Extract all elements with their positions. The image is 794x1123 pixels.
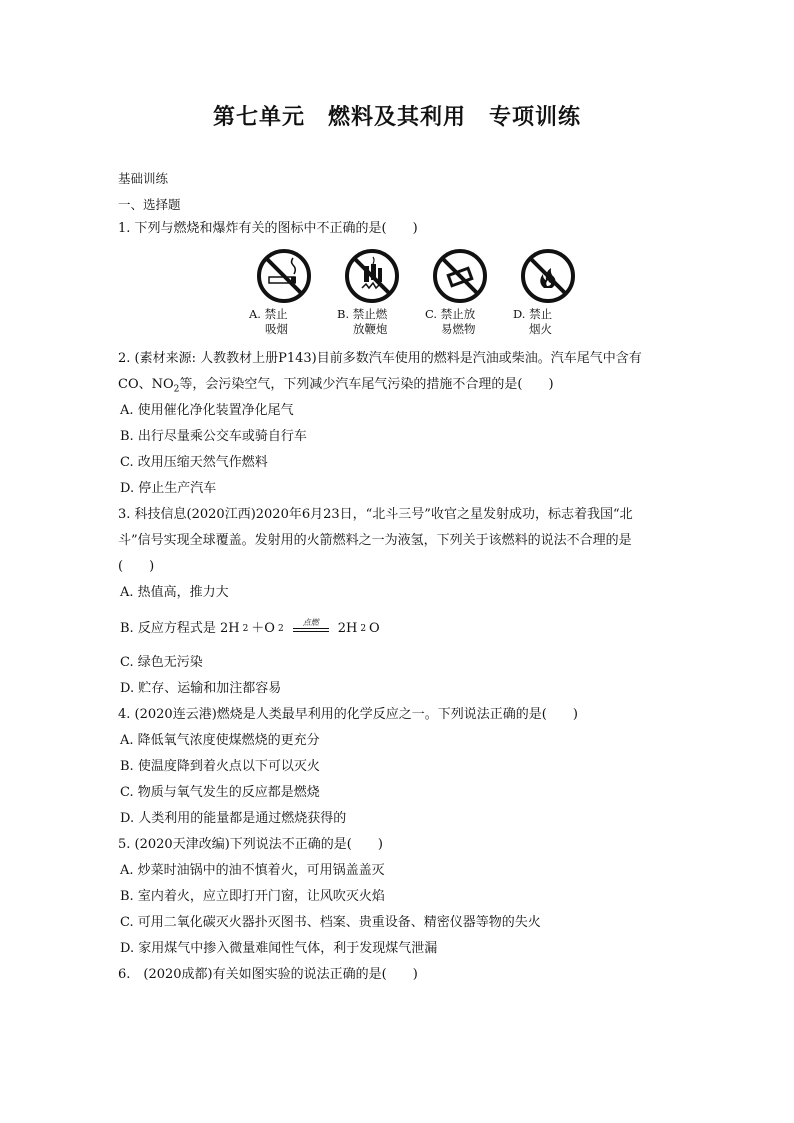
no-smoking-icon	[256, 248, 312, 304]
question-4-option-b: B. 使温度降到着火点以下可以灭火	[120, 759, 320, 774]
question-2-line-2	[118, 374, 678, 400]
eq-sub-1: 2	[242, 624, 249, 634]
eq-sub-2: 2	[277, 624, 284, 634]
question-2-option-a: A. 使用催化净化装置净化尾气	[120, 403, 294, 418]
question-5-stem: 5. (2020天津改编)下列说法不正确的是( )	[118, 837, 383, 852]
question-5-option-c: C. 可用二氧化碳灭火器扑灭图书、档案、贵重设备、精密仪器等物的失火	[120, 915, 541, 930]
question-3-option-b	[118, 618, 678, 652]
question-2-option-c: C. 改用压缩天然气作燃料	[120, 455, 268, 470]
icon-a-caption-2: 吸烟	[265, 322, 288, 336]
icon-d-caption-1: D. 禁止	[513, 307, 553, 321]
eq-left-1: B. 反应方程式是 2H	[120, 621, 240, 636]
icon-b-caption-1: B. 禁止燃	[337, 307, 388, 321]
icon-c-caption-1: C. 禁止放	[425, 307, 476, 321]
question-2-option-b: B. 出行尽量乘公交车或骑自行车	[120, 429, 307, 444]
question-3-option-a: A. 热值高，推力大	[120, 585, 229, 600]
question-4-option-d: D. 人类利用的能量都是通过燃烧获得的	[120, 811, 347, 826]
question-3-line-1: 3. 科技信息(2020江西)2020年6月23日，“北斗三号”收官之星发射成功，标志着我国“北	[118, 507, 633, 522]
question-3-option-c: C. 绿色无污染	[120, 655, 203, 670]
reaction-arrow	[293, 618, 329, 636]
no-fire-icon	[520, 248, 576, 304]
question-1-stem: 1. 下列与燃烧和爆炸有关的图标中不正确的是( )	[118, 221, 418, 236]
q2-formula-part: CO、NO	[118, 377, 174, 392]
icon-a-caption-1: A. 禁止	[249, 307, 288, 321]
document-body	[118, 168, 678, 990]
question-2-option-d: D. 停止生产汽车	[120, 481, 217, 496]
eq-right-2: O	[369, 621, 380, 636]
question-2-line-1: 2. (素材来源: 人教教材上册P143)目前多数汽车使用的燃料是汽油或柴油。汽车尾气中含有	[118, 351, 642, 366]
question-4-option-c: C. 物质与氧气发生的反应都是燃烧	[120, 785, 320, 800]
no-firecrackers-icon	[344, 248, 400, 304]
q2-subscript: 2	[173, 384, 180, 395]
icon-option-a	[249, 248, 314, 348]
page-title: 第七单元 燃料及其利用 专项训练	[212, 104, 581, 130]
question-4-stem: 4. (2020连云港)燃烧是人类最早利用的化学反应之一。下列说法正确的是( )	[118, 707, 578, 722]
q2-stem-rest: 等，会污染空气，下列减少汽车尾气污染的措施不合理的是( )	[179, 377, 554, 392]
eq-right-1: 2H	[337, 621, 358, 636]
icon-option-d	[513, 248, 578, 348]
question-3-line-3: ( )	[118, 559, 155, 574]
icon-b-caption-2: 放鞭炮	[353, 322, 388, 336]
reaction-condition: 点燃	[302, 618, 319, 627]
question-5-option-a: A. 炒菜时油锅中的油不慎着火，可用锅盖盖灭	[120, 863, 385, 878]
question-6-stem: 6. (2020成都)有关如图实验的说法正确的是( )	[118, 967, 418, 982]
question-5-option-b: B. 室内着火，应立即打开门窗，让风吹灭火焰	[120, 889, 385, 904]
section-heading: 基础训练	[118, 171, 169, 186]
eq-sub-3: 2	[360, 624, 367, 634]
question-4-option-a: A. 降低氧气浓度使煤燃烧的更充分	[120, 733, 320, 748]
icon-option-c	[425, 248, 490, 348]
chemical-equation	[120, 618, 380, 640]
icon-d-caption-2: 烟火	[529, 322, 552, 336]
icon-option-b	[337, 248, 402, 348]
icon-c-caption-2: 易燃物	[441, 322, 476, 336]
part-heading: 一、选择题	[118, 197, 181, 212]
question-3-option-d: D. 贮存、运输和加注都容易	[120, 681, 282, 696]
eq-left-2: ＋O	[251, 621, 275, 636]
question-3-line-2: 斗”信号实现全球覆盖。发射用的火箭燃料之一为液氢，下列关于该燃料的说法不合理的是	[118, 533, 632, 548]
question-1-icons	[249, 248, 678, 348]
no-flammables-icon	[432, 248, 488, 304]
question-5-option-d: D. 家用煤气中掺入微量难闻性气体，利于发现煤气泄漏	[120, 941, 438, 956]
